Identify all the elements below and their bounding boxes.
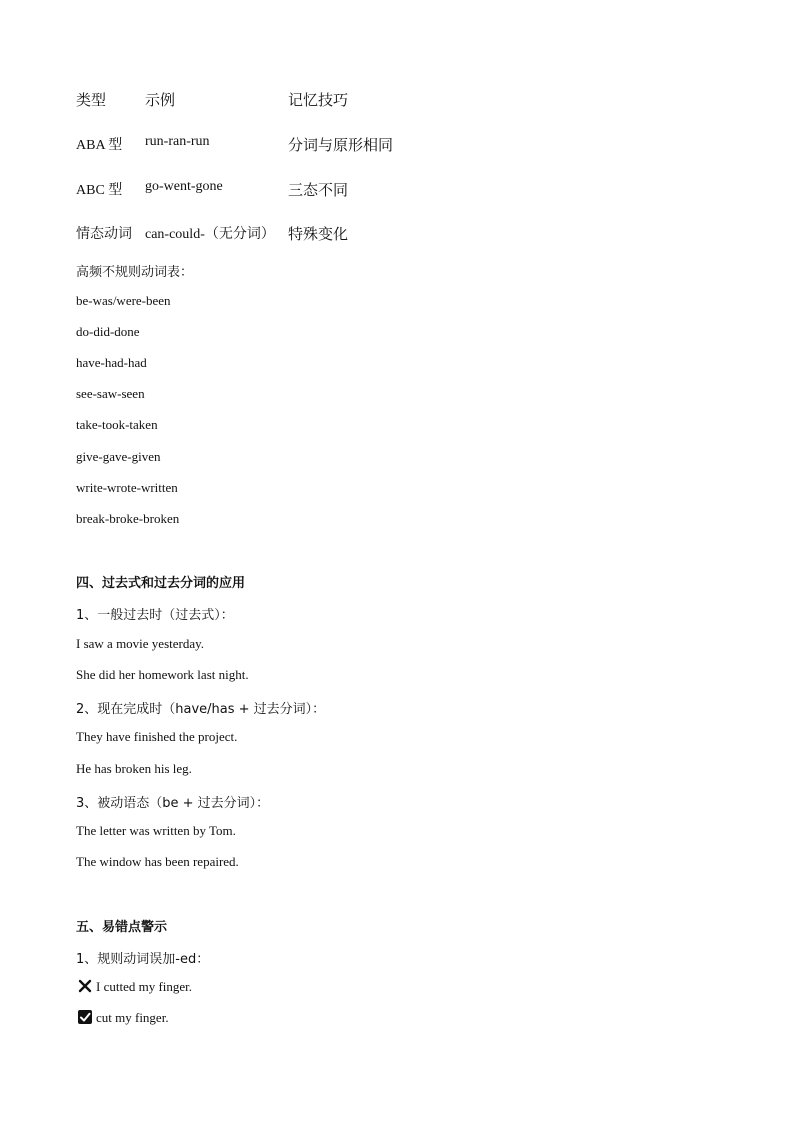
example-sentence: They have finished the project.	[76, 729, 238, 744]
list-item: do-did-done	[76, 324, 140, 339]
table-header-tip: 记忆技巧	[288, 91, 349, 109]
table-header-example: 示例	[145, 91, 176, 109]
subsection-heading: 1、规则动词误加-ed：	[76, 952, 210, 967]
list-item: have-had-had	[76, 355, 147, 370]
subsection-heading: 1、一般过去时（过去式）：	[76, 608, 234, 623]
subsection-heading: 3、被动语态（be + 过去分词）：	[76, 796, 270, 811]
section-heading: 四、过去式和过去分词的应用	[76, 576, 246, 591]
example-sentence: She did her homework last night.	[76, 667, 249, 682]
table-cell-type: 情态动词	[76, 226, 132, 242]
cross-icon	[78, 979, 92, 993]
table-cell-tip: 分词与原形相同	[288, 136, 394, 154]
example-sentence: The letter was written by Tom.	[76, 823, 236, 838]
list-item: write-wrote-written	[76, 480, 178, 495]
example-sentence: He has broken his leg.	[76, 761, 192, 776]
check-icon	[78, 1010, 92, 1024]
example-sentence: The window has been repaired.	[76, 854, 239, 869]
table-cell-tip: 三态不同	[288, 181, 349, 199]
example-sentence: I saw a movie yesterday.	[76, 636, 205, 651]
section-heading: 五、易错点警示	[76, 920, 168, 935]
right-example	[78, 1010, 169, 1026]
list-item: be-was/were-been	[76, 293, 171, 308]
subsection-heading: 2、现在完成时（have/has + 过去分词）：	[76, 702, 326, 717]
wrong-example	[78, 979, 192, 995]
irregular-title: 高频不规则动词表：	[76, 265, 194, 280]
table-cell-type: ABA 型	[76, 138, 123, 153]
list-item: give-gave-given	[76, 449, 161, 464]
list-item: break-broke-broken	[76, 511, 180, 526]
wrong-sentence: I cutted my finger.	[96, 979, 193, 994]
list-item: see-saw-seen	[76, 386, 145, 401]
list-item: take-took-taken	[76, 417, 158, 432]
table-cell-example: can-could-（无分词）	[145, 227, 275, 242]
table-cell-tip: 特殊变化	[288, 225, 349, 243]
table-cell-type: ABC 型	[76, 183, 123, 198]
table-cell-example: go-went-gone	[145, 179, 223, 194]
table-header-type: 类型	[76, 91, 107, 109]
right-sentence: cut my finger.	[96, 1010, 169, 1025]
table-cell-example: run-ran-run	[145, 134, 210, 149]
